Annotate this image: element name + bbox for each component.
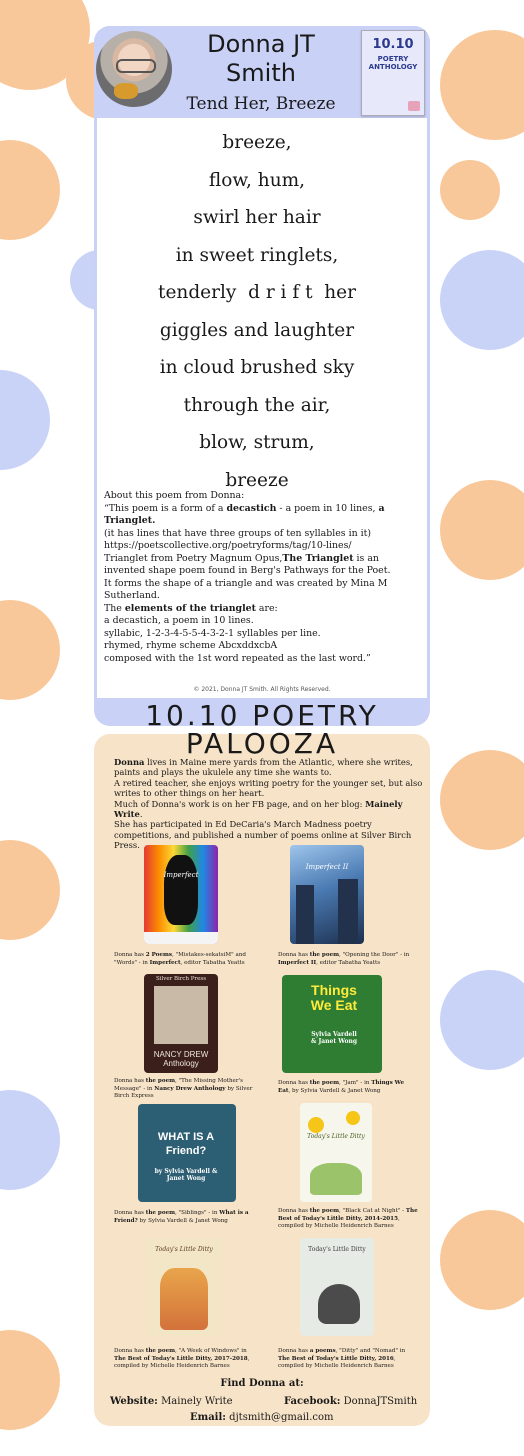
about-paragraph: a decastich, a poem in 10 lines. (104, 615, 254, 626)
website-contact (110, 1396, 233, 1407)
about-paragraph: syllabic, 1-2-3-4-5-5-4-3-2-1 syllables per line. (104, 627, 321, 639)
book-cover-title: WHAT IS A Friend? (157, 1131, 215, 1157)
book-cover-little-ditty-2016 (300, 1238, 374, 1336)
caption-bold: The Best of Today's Little Ditty, 2017-2018 (114, 1355, 248, 1362)
about-paragraph (104, 553, 422, 578)
caption-text: , compiled by Michelle Heidenrich Barnes (114, 1355, 250, 1370)
caption-text: , "Siblings" - in (175, 1210, 220, 1216)
book-cover-title: Today's Little Ditty (308, 1246, 366, 1253)
caption-text: , by Sylvia Vardell & Janet Wong (288, 1087, 381, 1094)
email-label: Email: (190, 1412, 226, 1423)
book-cover-little-ditty-2017 (146, 1238, 222, 1336)
flower-icon (346, 1111, 360, 1125)
decor-dot (0, 1330, 60, 1430)
poem-line: swirl her hair (193, 207, 321, 228)
about-text: “This poem is a form of a (104, 502, 227, 514)
website-link[interactable]: Mainely Write (161, 1396, 233, 1407)
caption-text: , compiled by Michelle Heidenrich Barnes (278, 1215, 400, 1230)
book-cover-little-ditty-2014 (300, 1103, 372, 1202)
book-cover-imperfect-ii (290, 845, 364, 944)
bio-paragraph: A retired teacher, she enjoys writing poetry for the younger set, but also writes to other things on her heart. (114, 777, 423, 799)
decor-dot (440, 30, 524, 140)
about-bold: a Trianglet. (104, 502, 385, 526)
about-bold: elements of the trianglet (124, 602, 256, 614)
poem-line: breeze (225, 469, 289, 491)
book-cover-title: Today's Little Ditty (155, 1246, 213, 1253)
caption-text: Donna has (114, 952, 146, 958)
caption-text: , "Mistakes-sekatsiM" and "Words" - in (114, 952, 247, 966)
bio-bold: Donna (114, 757, 145, 767)
caption-text: , "Opening the Door" - in (339, 952, 410, 958)
poem-line: in cloud brushed sky (159, 357, 355, 378)
about-text: is an invented shape poem found in Berg's Pathways for the Poet. (104, 552, 391, 576)
caption-text: , "Jam" - in (339, 1080, 372, 1086)
caption-bold: The Best of Today's Little Ditty, 2016 (278, 1355, 394, 1362)
cookie-icon (114, 83, 138, 99)
about-paragraph: composed with the 1st word repeated as the last word.” (104, 652, 371, 664)
caption-text: , "Ditty" and "Nomad" in (335, 1348, 406, 1354)
caption-bold: the poem (309, 1208, 340, 1214)
book-cover-footer (144, 932, 218, 944)
poem-line: breeze, (222, 132, 292, 153)
about-paragraph: It forms the shape of a triangle and was created by Mina M Sutherland. (104, 577, 388, 601)
about-bold: The Trianglet (282, 552, 354, 564)
book-caption (278, 952, 418, 967)
caption-bold: the poem (309, 1080, 340, 1086)
decor-dot (0, 840, 60, 940)
caption-text: Donna has (278, 952, 310, 958)
decor-dot (440, 480, 524, 580)
about-text: - a poem in 10 lines, (276, 502, 379, 514)
book-caption (278, 1208, 418, 1231)
copyright-notice: © 2021, Donna JT Smith. All Rights Reserved. (193, 686, 331, 693)
about-link[interactable]: https://poetscollective.org/poetryforms/tag/10-lines/ (104, 540, 352, 551)
decor-dot (0, 140, 60, 240)
caption-text: Donna has (114, 1348, 146, 1354)
caption-bold: the poem (145, 1348, 176, 1354)
book-caption (114, 952, 254, 967)
banner-line: PALOOZA (185, 727, 339, 760)
book-cover-title: Imperfect II (305, 863, 349, 871)
decor-dot (0, 370, 50, 470)
caption-bold: Things We Eat (278, 1080, 405, 1094)
book-caption (114, 1210, 254, 1225)
about-paragraph (104, 603, 422, 616)
caption-text: , editor Tabatha Yeatts (180, 959, 245, 966)
poem-title: Tend Her, Breeze (186, 94, 336, 114)
caption-text: Donna has (114, 1210, 146, 1216)
decor-dot (0, 600, 60, 700)
bio-text: lives in Maine mere yards from the Atlantic, where she writes, paints and plays the ukulele any time she wants to. (114, 757, 413, 778)
book-caption (278, 1080, 418, 1095)
portrait-image (154, 986, 208, 1044)
cake-icon (408, 101, 420, 111)
caption-bold: Nancy Drew Anthology (154, 1085, 226, 1092)
about-text: Trianglet from Poetry Magnum Opus, (104, 552, 283, 564)
about-paragraph (104, 503, 422, 528)
poem-line: in sweet ringlets, (175, 244, 339, 266)
poem-body (97, 128, 417, 503)
flower-icon (308, 1117, 324, 1133)
about-poem (104, 490, 422, 665)
book-caption (114, 1348, 254, 1371)
caption-bold: the poem (145, 1210, 176, 1216)
vase-icon (164, 855, 198, 925)
leaves-image (310, 1163, 362, 1195)
decor-dot (440, 970, 524, 1070)
about-heading: About this poem from Donna: (104, 490, 245, 501)
anthology-cover (361, 30, 425, 116)
anthology-cover-subtitle: POETRY ANTHOLOGY (368, 55, 418, 71)
book-cover-authors: Sylvia Vardell & Janet Wong (310, 1031, 358, 1045)
about-text: are: (255, 602, 278, 614)
caption-text: , "The Missing Mother's Message" - in (114, 1078, 243, 1092)
facebook-label: Facebook: (284, 1396, 341, 1407)
caption-bold: 2 Poems (145, 952, 173, 958)
decor-dot (440, 250, 524, 350)
email-link[interactable]: djtsmith@gmail.com (229, 1412, 334, 1423)
poem-line: giggles and laughter (159, 319, 355, 341)
caption-bold: What is a Friend? (114, 1210, 249, 1224)
book-cover-authors: by Sylvia Vardell & Janet Wong (154, 1168, 218, 1182)
book-cover-title: Today's Little Ditty (307, 1133, 365, 1140)
child-illustration (160, 1268, 208, 1330)
caption-text: Donna has (114, 1078, 146, 1084)
sea-lion-illustration (318, 1284, 360, 1324)
caption-bold: Imperfect II (278, 959, 317, 966)
caption-text: by Silver Birch Express (114, 1085, 253, 1100)
book-cover-what-is-a-friend (138, 1104, 236, 1202)
caption-text: Donna has (278, 1080, 310, 1086)
book-cover-imperfect (144, 845, 218, 944)
caption-text: , "A Week of Windows" in (175, 1348, 247, 1354)
caption-text: , compiled by Michelle Heidenrich Barnes (278, 1355, 396, 1370)
decor-dot (440, 750, 524, 850)
bio-text: . (139, 809, 143, 820)
caption-text: , "Black Cat at Night" - (339, 1208, 406, 1214)
blog-link[interactable]: Mainely Write (114, 798, 403, 820)
about-text: The (104, 602, 125, 614)
caption-bold: The Best of Today's Little Ditty, 2014-2015 (278, 1208, 418, 1222)
bio-paragraph: She has participated in Ed DeCaria's March Madness poetry competitions, and published a number of poems online at Silver Birch Press. (114, 819, 412, 851)
caption-text: Donna has (278, 1348, 310, 1354)
bio-paragraph (114, 799, 424, 820)
author-bio (114, 757, 424, 851)
poem-line: tenderly d r i f t her (158, 282, 356, 303)
caption-bold: the poem (309, 952, 340, 958)
book-cover-publisher: Silver Birch Press (155, 976, 207, 982)
caption-text: by Sylvia Vardell & Janet Wong (137, 1217, 228, 1224)
building-icon (296, 885, 314, 944)
caption-bold: Imperfect (149, 959, 181, 966)
book-cover-title: Things We Eat (310, 982, 358, 1013)
website-label: Website: (110, 1396, 158, 1407)
book-cover-nancy-drew (144, 974, 218, 1073)
about-bold: decastich (226, 502, 277, 514)
caption-bold: a poems (309, 1348, 336, 1354)
caption-text: Donna has (278, 1208, 310, 1214)
bio-text: Much of Donna's work is on her FB page, and on her blog: (114, 798, 366, 809)
anthology-cover-title: 10.10 (372, 37, 414, 52)
caption-text: , editor Tabatha Yeatts (316, 959, 381, 966)
email-contact (190, 1412, 334, 1423)
book-cover-title: Imperfect (163, 871, 199, 879)
about-paragraph: rhymed, rhyme scheme AbcxddxcbA (104, 640, 278, 651)
banner-line: 10.10 POETRY (145, 699, 379, 732)
decor-dot (440, 160, 500, 220)
palooza-banner (94, 699, 430, 760)
author-photo (96, 31, 172, 107)
about-paragraph: (it has lines that have three groups of ten syllables in it) (104, 527, 372, 539)
poem-line: flow, hum, (208, 169, 306, 191)
glasses-icon (116, 59, 156, 73)
decor-dot (0, 1090, 60, 1190)
poet-name: Donna JT Smith (207, 30, 315, 87)
book-cover-things-we-eat (282, 975, 382, 1073)
poem-line: through the air, (183, 394, 331, 416)
building-icon (338, 879, 358, 944)
caption-bold: the poem (145, 1078, 176, 1084)
find-heading: Find Donna at: (220, 1378, 304, 1389)
book-cover-title: NANCY DREW Anthology (153, 1050, 209, 1068)
poem-line: blow, strum, (199, 432, 315, 453)
book-caption (278, 1348, 418, 1371)
book-caption (114, 1078, 254, 1101)
facebook-contact (284, 1396, 417, 1407)
facebook-link[interactable]: DonnaJTSmith (343, 1396, 418, 1407)
bio-paragraph (114, 757, 424, 778)
decor-dot (440, 1210, 524, 1310)
